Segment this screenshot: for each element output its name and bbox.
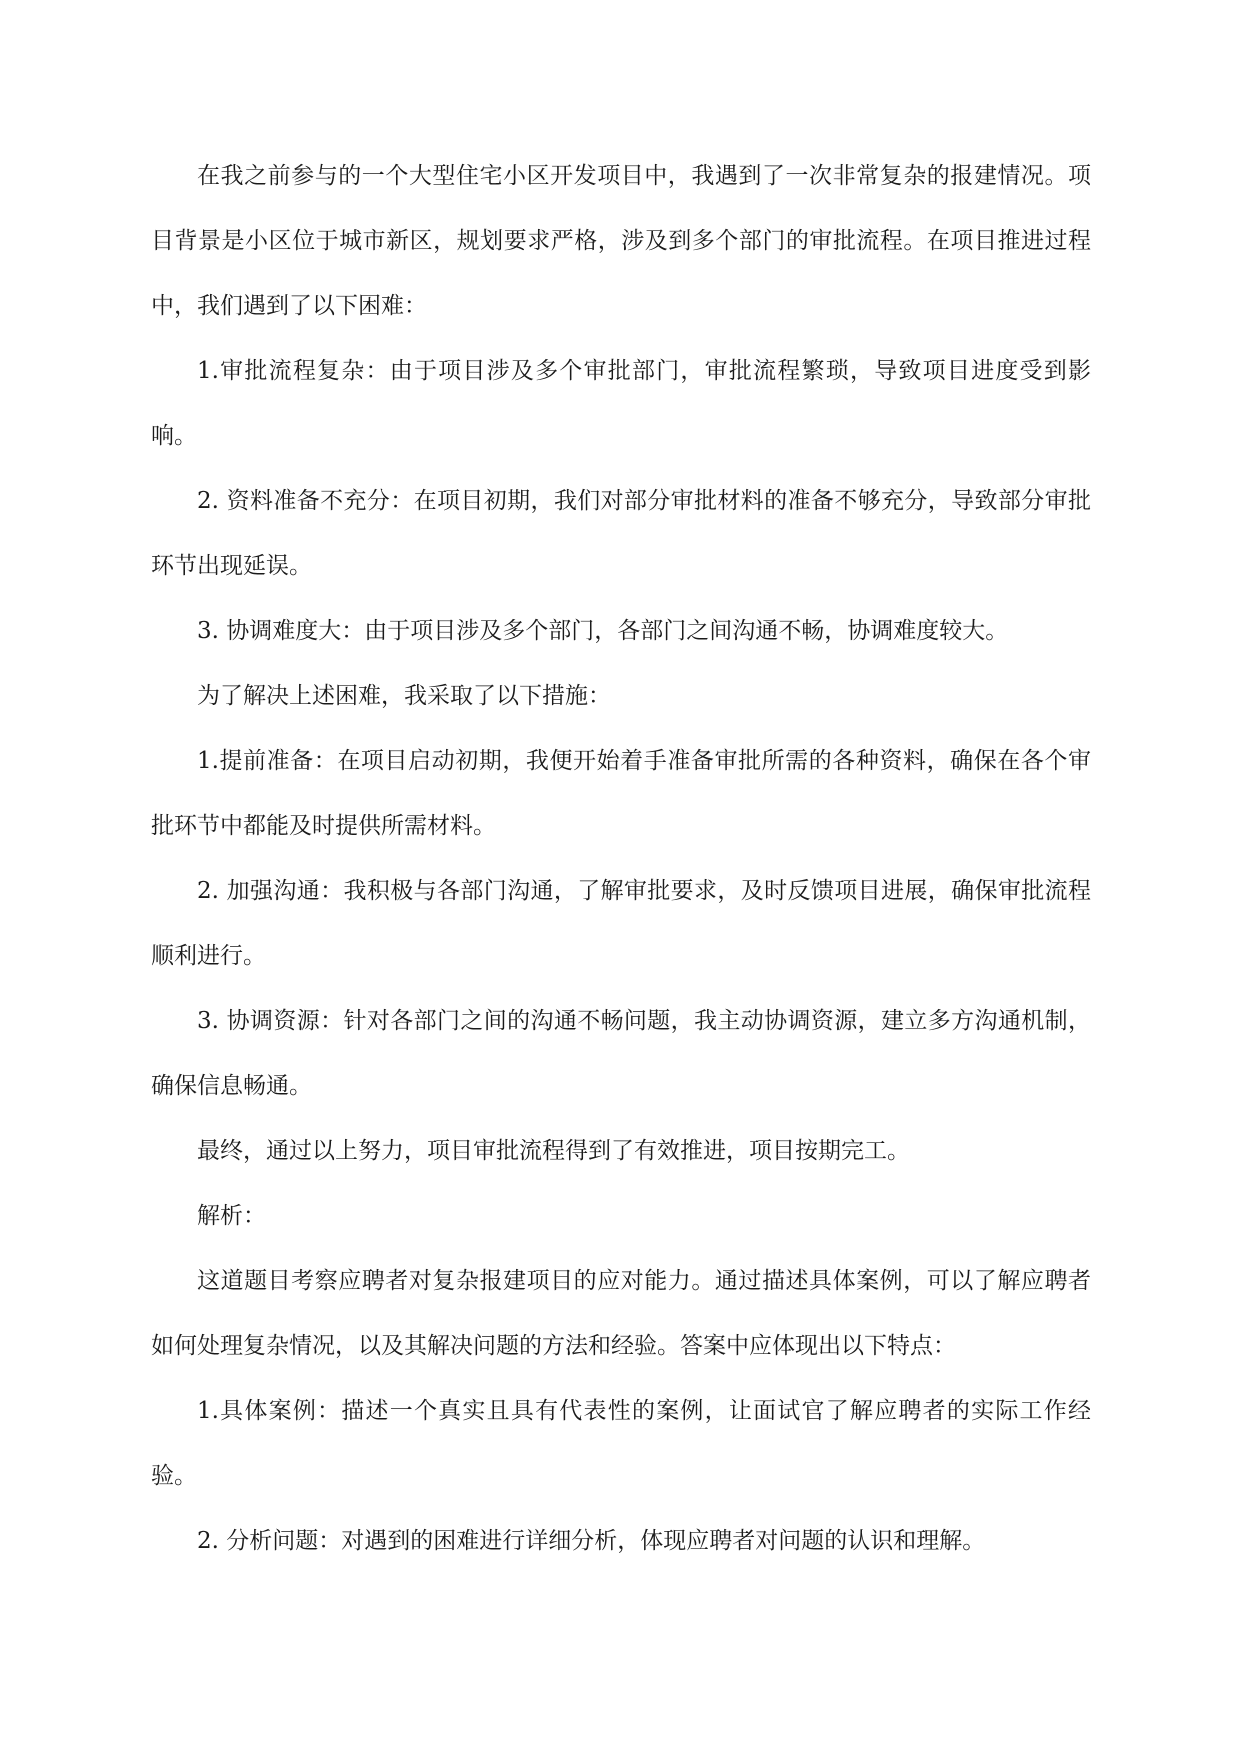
document-body [151,144,1091,1574]
paragraph-measure-1: 1.提前准备：在项目启动初期，我便开始着手准备审批所需的各种资料，确保在各个审批环节中都能及时提供所需材料。 [151,748,1091,839]
paragraph-measure-2: 2. 加强沟通：我积极与各部门沟通，了解审批要求，及时反馈项目进展，确保审批流程顺利进行。 [151,878,1091,969]
paragraph-difficulty-1: 1.审批流程复杂：由于项目涉及多个审批部门，审批流程繁琐，导致项目进度受到影响。 [151,358,1091,449]
paragraph-outcome: 最终，通过以上努力，项目审批流程得到了有效推进，项目按期完工。 [197,1138,910,1164]
paragraph-difficulty-2: 2. 资料准备不充分：在项目初期，我们对部分审批材料的准备不够充分，导致部分审批环节出现延误。 [151,488,1091,579]
paragraph-measures-intro: 为了解决上述困难，我采取了以下措施： [197,683,611,709]
paragraph-project-background: 在我之前参与的一个大型住宅小区开发项目中，我遇到了一次非常复杂的报建情况。项目背景是小区位于城市新区，规划要求严格，涉及到多个部门的审批流程。在项目推进过程中，我们遇到了以下困难： [151,163,1091,319]
paragraph-measure-3: 3. 协调资源：针对各部门之间的沟通不畅问题，我主动协调资源，建立多方沟通机制，确保信息畅通。 [151,1008,1091,1099]
paragraph-feature-1: 1.具体案例：描述一个真实且具有代表性的案例，让面试官了解应聘者的实际工作经验。 [151,1398,1091,1489]
paragraph-feature-2: 2. 分析问题：对遇到的困难进行详细分析，体现应聘者对问题的认识和理解。 [197,1528,986,1554]
paragraph-difficulty-3: 3. 协调难度大：由于项目涉及多个部门，各部门之间沟通不畅，协调难度较大。 [197,618,1009,644]
paragraph-analysis-heading: 解析： [197,1203,266,1229]
paragraph-analysis-body: 这道题目考察应聘者对复杂报建项目的应对能力。通过描述具体案例，可以了解应聘者如何处理复杂情况，以及其解决问题的方法和经验。答案中应体现出以下特点： [151,1268,1091,1359]
